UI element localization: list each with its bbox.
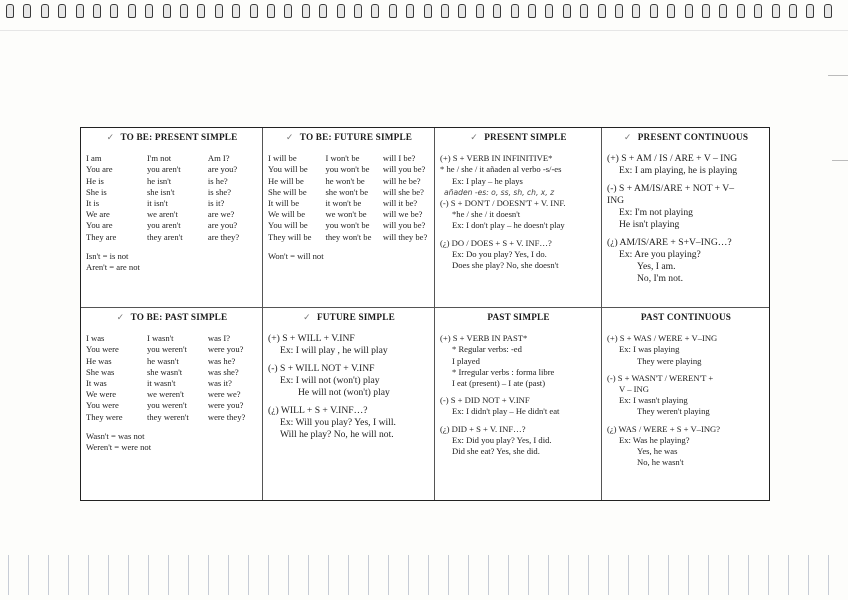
contraction-note: Wasn't = was not [86, 430, 145, 441]
grammar-rule: (¿) WAS / WERE + S + V–ING? [607, 423, 721, 434]
spiral-ring [250, 4, 258, 18]
guide-tick [48, 555, 49, 595]
negative-form: you aren't [146, 220, 181, 231]
spiral-ring [180, 4, 188, 18]
spiral-ring [632, 4, 640, 18]
spiral-ring [145, 4, 153, 18]
spiral-ring [110, 4, 118, 18]
guide-tick [148, 555, 149, 595]
grammar-rule: (+) S + WAS / WERE + V–ING [607, 333, 718, 344]
guide-tick [268, 555, 269, 595]
check-mark-icon: ✓ [116, 312, 125, 322]
spiral-ring [737, 4, 745, 18]
example-line: They weren't playing [637, 406, 710, 417]
rule-lines [607, 153, 765, 285]
cell-title: PRESENT SIMPLE [484, 132, 567, 142]
rule-lines [440, 153, 597, 271]
guide-tick [408, 555, 409, 595]
affirmative-form: They were [86, 411, 123, 422]
spiral-ring [511, 4, 519, 18]
example-line: Ex: Are you playing? [619, 249, 701, 261]
guide-tick [288, 555, 289, 595]
guide-tick [508, 555, 509, 595]
spiral-ring [719, 4, 727, 18]
question-form: were we? [207, 389, 241, 400]
negative-form: I wasn't [146, 333, 174, 344]
guide-tick [688, 555, 689, 595]
grammar-rule: (-) S + DID NOT + V.INF [440, 395, 530, 406]
negative-form: they aren't [146, 231, 183, 242]
cell-title: PRESENT CONTINUOUS [637, 132, 749, 142]
example-line: No, I'm not. [637, 273, 683, 285]
cell-to-be-present-simple [81, 128, 263, 308]
example-line: Ex: I was playing [619, 344, 680, 355]
guide-tick [388, 555, 389, 595]
guide-tick [28, 555, 29, 595]
question-form: are you? [207, 220, 238, 231]
affirmative-form: It will be [268, 198, 300, 209]
negative-form: he wasn't [146, 355, 179, 366]
example-line: No, he wasn't [637, 457, 684, 468]
spiral-ring [76, 4, 84, 18]
question-form: were you? [207, 400, 244, 411]
question-form: was I? [207, 333, 231, 344]
negative-form: you won't be [325, 164, 370, 175]
spiral-ring [337, 4, 345, 18]
guide-tick [448, 555, 449, 595]
contraction-note: Isn't = is not [86, 250, 129, 261]
conjugation-grid [86, 153, 258, 243]
negative-form: it isn't [146, 198, 168, 209]
cell-present-simple [435, 128, 602, 308]
spiral-ring [598, 4, 606, 18]
guide-tick [328, 555, 329, 595]
guide-tick [128, 555, 129, 595]
affirmative-form: I am [86, 153, 102, 164]
negative-form: he isn't [146, 175, 172, 186]
affirmative-form: He was [86, 355, 112, 366]
question-form: will he be? [382, 175, 421, 186]
negative-form: they won't be [325, 231, 372, 242]
check-mark-icon: ✓ [623, 132, 632, 142]
affirmative-form: We were [86, 389, 117, 400]
cell-title: TO BE: PRESENT SIMPLE [120, 132, 238, 142]
spiral-ring [685, 4, 693, 18]
question-form: will I be? [382, 153, 416, 164]
contraction-notes [268, 251, 430, 262]
conjugation-grid [86, 333, 258, 423]
affirmative-form: She was [86, 366, 115, 377]
spiral-ring [754, 4, 762, 18]
example-line: * Irregular verbs : forma libre [452, 366, 555, 377]
check-mark-icon: ✓ [285, 132, 294, 142]
question-form: Am I? [207, 153, 230, 164]
notebook-guide-lines [0, 555, 848, 600]
guide-tick [428, 555, 429, 595]
example-line: He isn't playing [619, 219, 680, 231]
affirmative-form: You were [86, 400, 119, 411]
affirmative-form: They will be [268, 231, 312, 242]
cell-title: PAST SIMPLE [487, 312, 550, 322]
example-line: Ex: I don't play – he doesn't play [452, 220, 565, 231]
cell-to-be-past-simple [81, 308, 263, 500]
guide-tick [88, 555, 89, 595]
example-line: He will not (won't) play [298, 387, 390, 399]
spiral-ring [23, 4, 31, 18]
check-mark-icon: ✓ [470, 132, 479, 142]
contraction-note: Aren't = are not [86, 262, 140, 273]
rule-lines [268, 333, 430, 441]
contraction-note: Weren't = were not [86, 442, 152, 453]
grammar-rule: (¿) DID + S + V. INF…? [440, 423, 526, 434]
question-form: will she be? [382, 186, 424, 197]
grammar-rule: (¿) AM/IS/ARE + S+V–ING…? [607, 237, 732, 249]
grammar-rule: (-) S + WILL NOT + V.INF [268, 363, 375, 375]
spiral-ring [563, 4, 571, 18]
question-form: will it be? [382, 198, 418, 209]
example-line: I eat (present) – I ate (past) [452, 378, 546, 389]
example-line: Ex: Do you play? Yes, I do. [452, 248, 547, 259]
affirmative-form: She is [86, 186, 107, 197]
affirmative-form: I was [86, 333, 105, 344]
example-line: Did she eat? Yes, she did. [452, 446, 540, 457]
example-line: Ex: Will you play? Yes, I will. [280, 417, 396, 429]
guide-tick [348, 555, 349, 595]
negative-form: we weren't [146, 389, 185, 400]
grammar-rule: (¿) DO / DOES + S + V. INF…? [440, 237, 552, 248]
question-form: will they be? [382, 231, 428, 242]
guide-tick [628, 555, 629, 595]
affirmative-form: You will be [268, 220, 308, 231]
example-line: V – ING [619, 384, 649, 395]
spiral-ring [319, 4, 327, 18]
example-line: Yes, I am. [637, 261, 676, 273]
contraction-note: Won't = will not [268, 250, 324, 261]
cell-present-continuous [602, 128, 769, 308]
guide-tick [748, 555, 749, 595]
question-form: are we? [207, 209, 235, 220]
negative-form: you weren't [146, 344, 187, 355]
example-line: * Regular verbs: -ed [452, 344, 522, 355]
example-line: Ex: I wasn't playing [619, 395, 688, 406]
rule-lines [607, 333, 765, 468]
spiral-ring [458, 4, 466, 18]
example-line: *he / she / it doesn't [452, 209, 521, 220]
spiral-ring [58, 4, 66, 18]
example-line: Ex: I didn't play – He didn't eat [452, 406, 560, 417]
spiral-ring [545, 4, 553, 18]
guide-tick [828, 555, 829, 595]
guide-tick [608, 555, 609, 595]
guide-tick [728, 555, 729, 595]
cell-title: TO BE: PAST SIMPLE [130, 312, 228, 322]
handwritten-note: añaden -es: o, ss, sh, ch, x, z [444, 187, 555, 197]
spiral-ring [650, 4, 658, 18]
cell-title: FUTURE SIMPLE [317, 312, 395, 322]
spiral-ring [267, 4, 275, 18]
spiral-ring [284, 4, 292, 18]
spiral-ring [702, 4, 710, 18]
affirmative-form: He is [86, 175, 104, 186]
example-line: Ex: I am playing, he is playing [619, 165, 738, 177]
spiral-ring [806, 4, 814, 18]
negative-form: I'm not [146, 153, 172, 164]
spiral-ring [371, 4, 379, 18]
grammar-rule: (-) S + DON'T / DOESN'T + V. INF. [440, 198, 566, 209]
question-form: will you be? [382, 164, 426, 175]
negative-form: we aren't [146, 209, 178, 220]
question-form: are they? [207, 231, 240, 242]
spiral-ring [424, 4, 432, 18]
affirmative-form: You are [86, 164, 113, 175]
guide-tick [648, 555, 649, 595]
contraction-notes [86, 431, 258, 453]
cell-past-simple [435, 308, 602, 500]
negative-form: I won't be [325, 153, 360, 164]
guide-tick [8, 555, 9, 595]
negative-form: you aren't [146, 164, 181, 175]
question-form: is she? [207, 186, 232, 197]
affirmative-form: You are [86, 220, 113, 231]
example-line: Ex: I play – he plays [452, 175, 523, 186]
notebook-spiral [0, 0, 848, 22]
question-form: will you be? [382, 220, 426, 231]
question-form: is it? [207, 198, 225, 209]
grammar-rule: (+) S + VERB IN PAST* [440, 333, 528, 344]
grammar-rule: (+) S + AM / IS / ARE + V – ING [607, 153, 738, 165]
guide-tick [528, 555, 529, 595]
example-line: Will he play? No, he will not. [280, 429, 394, 441]
spiral-ring [441, 4, 449, 18]
spiral-ring [93, 4, 101, 18]
spiral-ring [406, 4, 414, 18]
guide-tick [788, 555, 789, 595]
grammar-rule: * he / she / it añaden al verbo -s/-es [440, 164, 562, 175]
guide-tick [68, 555, 69, 595]
cell-future-simple [263, 308, 435, 500]
affirmative-form: He will be [268, 175, 304, 186]
guide-tick [708, 555, 709, 595]
spiral-ring [163, 4, 171, 18]
question-form: was she? [207, 366, 239, 377]
grammar-rule: (-) S + AM/IS/ARE + NOT + V– [607, 183, 735, 195]
example-line: Ex: I will play , he will play [280, 345, 388, 357]
negative-form: he won't be [325, 175, 365, 186]
guide-tick [308, 555, 309, 595]
check-mark-icon: ✓ [303, 312, 311, 322]
margin-mark [832, 160, 848, 161]
spiral-ring [302, 4, 310, 18]
spiral-ring [41, 4, 49, 18]
guide-tick [168, 555, 169, 595]
question-form: is he? [207, 175, 228, 186]
conjugation-grid [268, 153, 430, 243]
question-form: are you? [207, 164, 238, 175]
grammar-rule: (¿) WILL + S + V.INF…? [268, 405, 368, 417]
example-line: Yes, he was [637, 446, 678, 457]
negative-form: you won't be [325, 220, 370, 231]
grammar-rule: (+) S + VERB IN INFINITIVE* [440, 153, 553, 164]
question-form: was it? [207, 378, 232, 389]
grammar-rule: ING [607, 195, 625, 207]
spiral-ring [615, 4, 623, 18]
spiral-ring [580, 4, 588, 18]
guide-tick [768, 555, 769, 595]
guide-tick [208, 555, 209, 595]
negative-form: she won't be [325, 186, 369, 197]
spiral-ring [354, 4, 362, 18]
guide-tick [808, 555, 809, 595]
grammar-rule: (-) S + WASN'T / WEREN'T + [607, 372, 714, 383]
negative-form: it wasn't [146, 378, 176, 389]
guide-tick [368, 555, 369, 595]
cell-past-continuous [602, 308, 769, 500]
example-line: Ex: Was he playing? [619, 434, 690, 445]
affirmative-form: I will be [268, 153, 297, 164]
question-form: will we be? [382, 209, 423, 220]
page-edge-line [0, 30, 848, 31]
spiral-ring [528, 4, 536, 18]
negative-form: she wasn't [146, 366, 183, 377]
cell-title: TO BE: FUTURE SIMPLE [299, 132, 413, 142]
example-line: Ex: I'm not playing [619, 207, 693, 219]
affirmative-form: We are [86, 209, 110, 220]
negative-form: they weren't [146, 411, 189, 422]
spiral-ring [389, 4, 397, 18]
affirmative-form: You were [86, 344, 119, 355]
guide-tick [548, 555, 549, 595]
cell-title: PAST CONTINUOUS [640, 312, 732, 322]
guide-tick [468, 555, 469, 595]
spiral-ring [6, 4, 14, 18]
grammar-table [80, 127, 770, 501]
margin-mark [828, 75, 848, 76]
spiral-ring [824, 4, 832, 18]
example-line: Ex: I will not (won't) play [280, 375, 380, 387]
spiral-ring [789, 4, 797, 18]
example-line: They were playing [637, 355, 702, 366]
grammar-rule: (+) S + WILL + V.INF [268, 333, 355, 345]
guide-tick [188, 555, 189, 595]
question-form: were you? [207, 344, 244, 355]
contraction-notes [86, 251, 258, 273]
question-form: were they? [207, 411, 246, 422]
affirmative-form: They are [86, 231, 117, 242]
guide-tick [248, 555, 249, 595]
affirmative-form: It is [86, 198, 100, 209]
example-line: Does she play? No, she doesn't [452, 260, 559, 271]
guide-tick [568, 555, 569, 595]
spiral-ring [197, 4, 205, 18]
guide-tick [228, 555, 229, 595]
affirmative-form: We will be [268, 209, 306, 220]
example-line: Ex: Did you play? Yes, I did. [452, 434, 552, 445]
spiral-ring [476, 4, 484, 18]
spiral-ring [493, 4, 501, 18]
negative-form: she isn't [146, 186, 175, 197]
spiral-ring [772, 4, 780, 18]
negative-form: it won't be [325, 198, 362, 209]
question-form: was he? [207, 355, 236, 366]
cell-to-be-future-simple [263, 128, 435, 308]
guide-tick [668, 555, 669, 595]
spiral-ring [232, 4, 240, 18]
guide-tick [588, 555, 589, 595]
example-line: I played [452, 355, 480, 366]
spiral-ring [128, 4, 136, 18]
affirmative-form: She will be [268, 186, 307, 197]
affirmative-form: You will be [268, 164, 308, 175]
negative-form: we won't be [325, 209, 367, 220]
negative-form: you weren't [146, 400, 187, 411]
check-mark-icon: ✓ [106, 132, 115, 142]
spiral-ring [667, 4, 675, 18]
guide-tick [488, 555, 489, 595]
spiral-ring [215, 4, 223, 18]
rule-lines [440, 333, 597, 457]
affirmative-form: It was [86, 378, 107, 389]
guide-tick [108, 555, 109, 595]
